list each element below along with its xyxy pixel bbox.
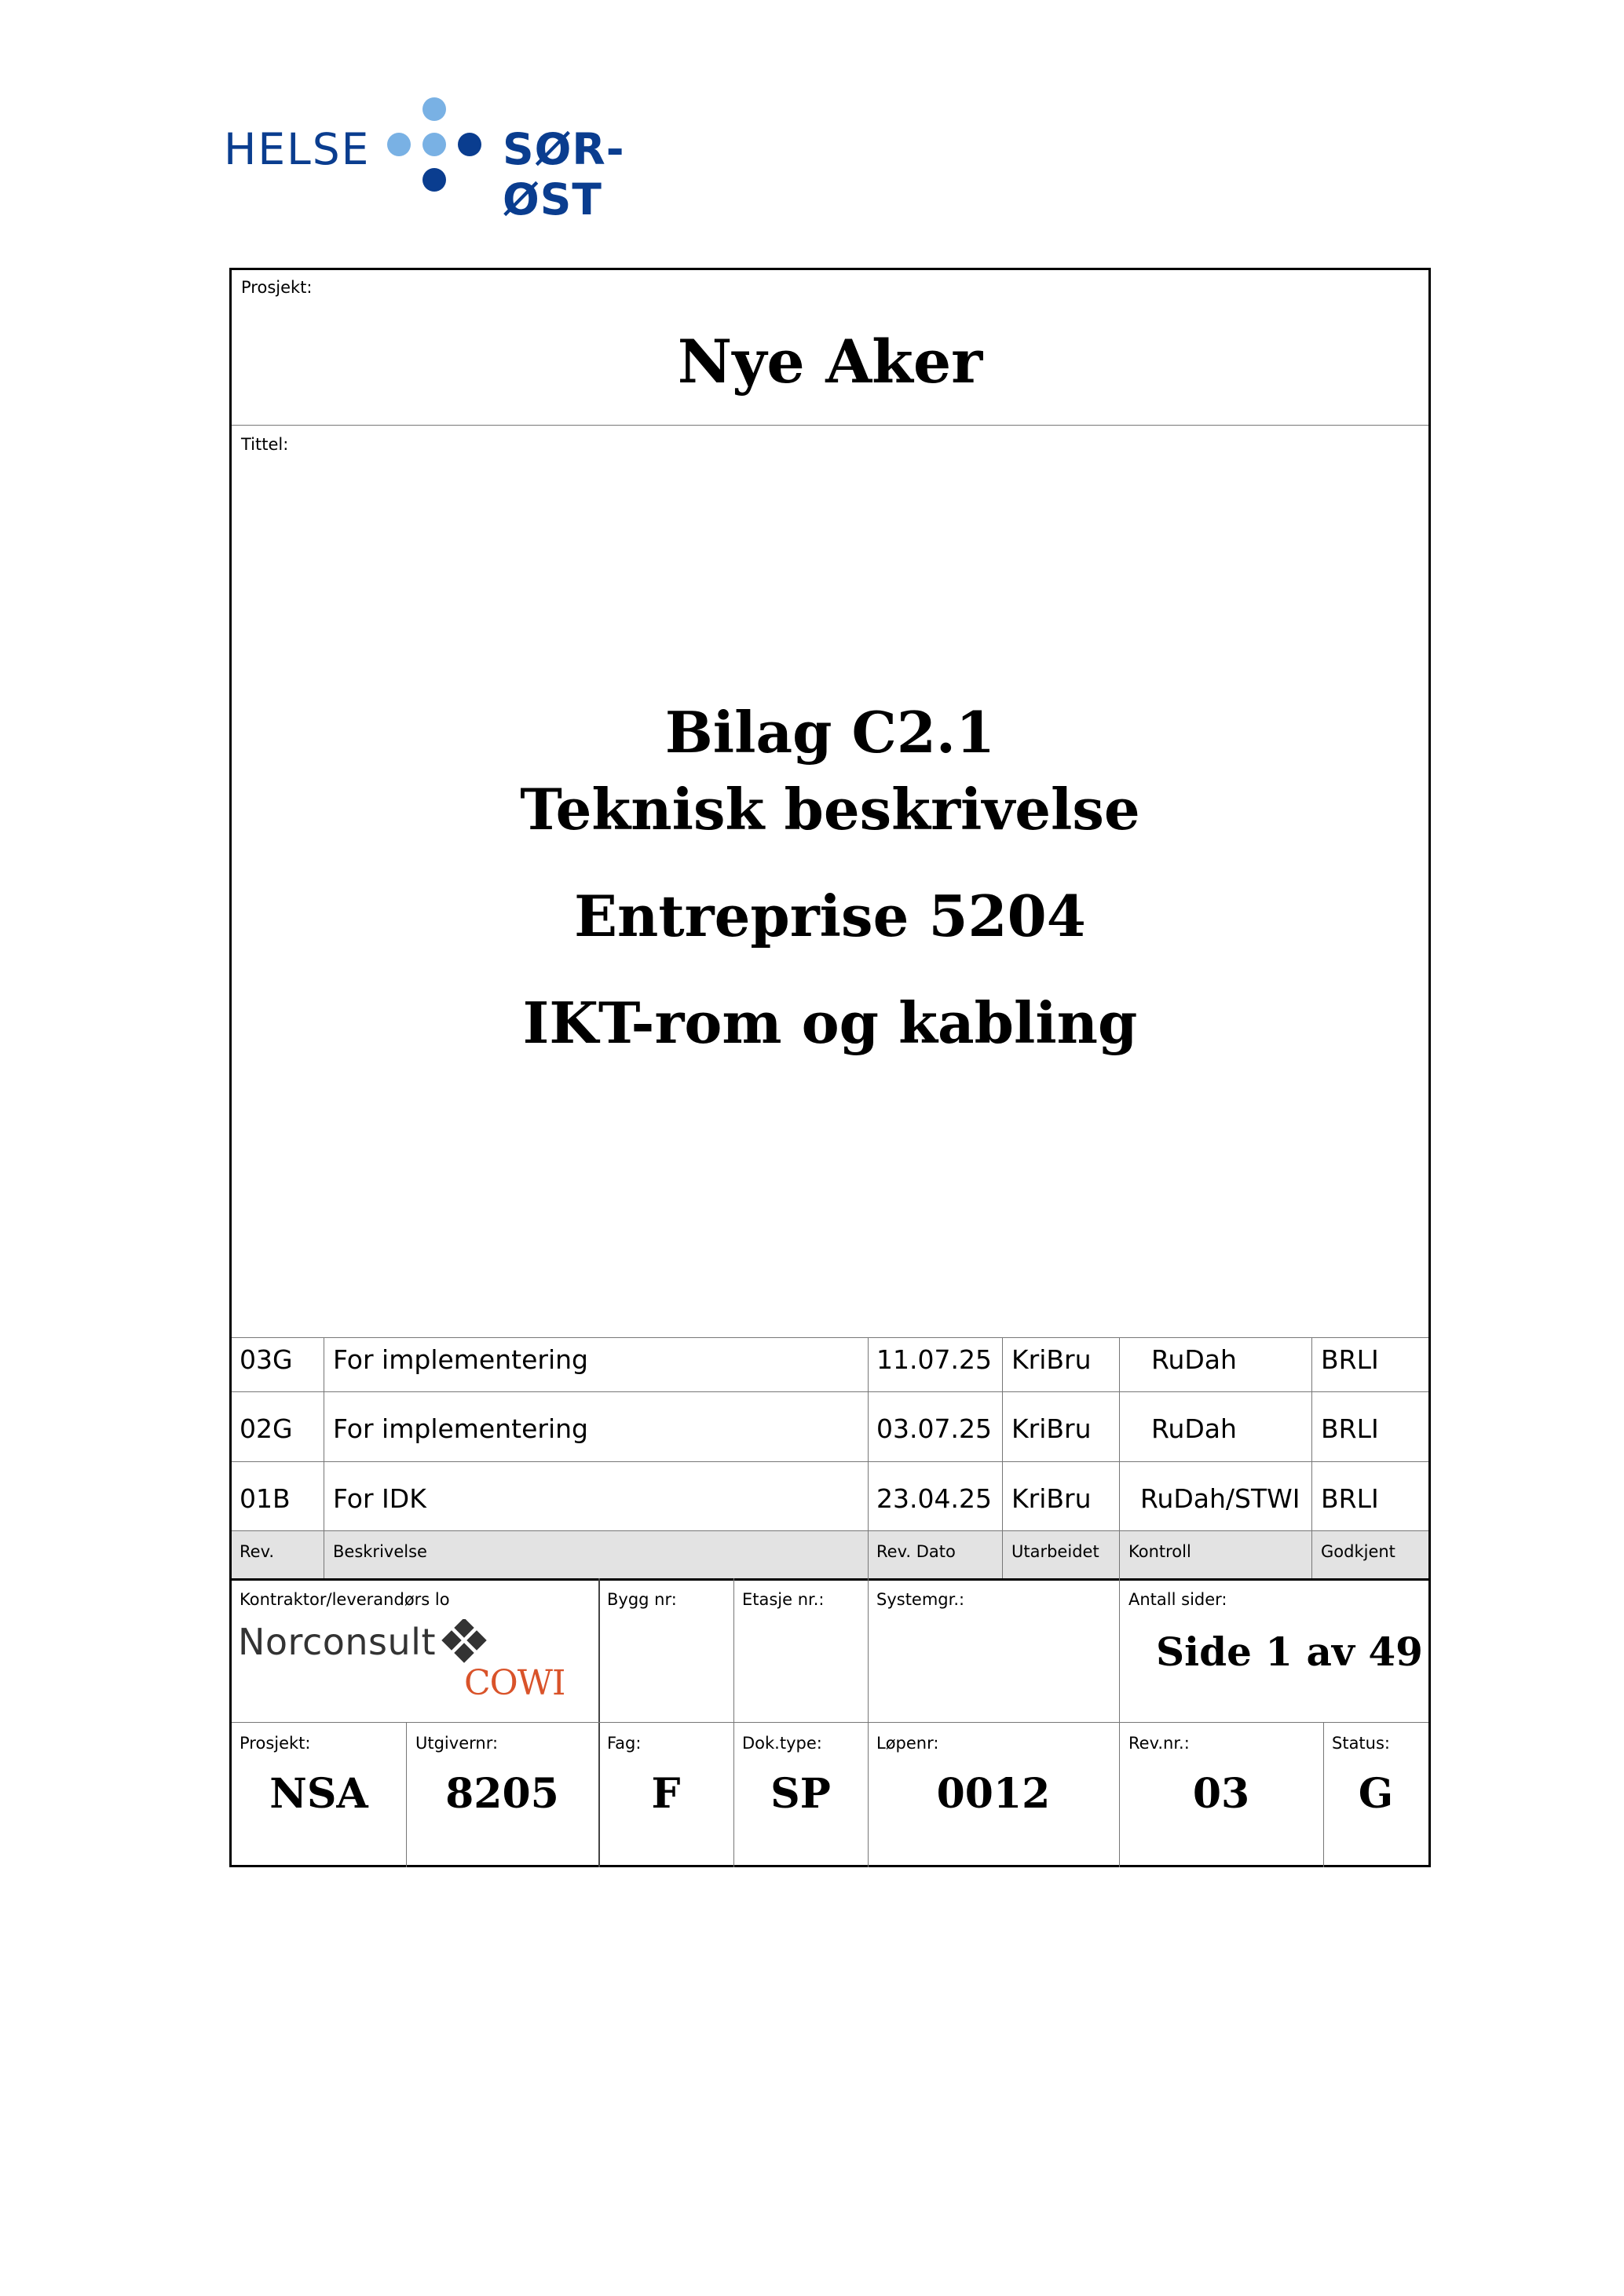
norconsult-wordmark: Norconsult [238, 1621, 436, 1663]
code-serial-value: 0012 [936, 1770, 1051, 1818]
divider [1002, 1337, 1003, 1578]
title-label: Tittel: [241, 435, 289, 454]
divider [598, 1578, 600, 1867]
title-line-ikt: IKT-rom og kabling [522, 989, 1138, 1056]
rev-date: 11.07.25 [876, 1344, 992, 1375]
rev-date: 23.04.25 [876, 1483, 992, 1514]
helse-sor-ost-logo [224, 93, 711, 225]
code-serial-label: Løpenr: [876, 1734, 939, 1753]
rev-code: 02G [240, 1413, 293, 1444]
project-name: Nye Aker [677, 327, 983, 397]
header-description: Beskrivelse [333, 1542, 427, 1561]
code-discipline-value: F [651, 1770, 681, 1818]
cowi-wordmark: COWI [464, 1663, 565, 1703]
building-label: Bygg nr: [607, 1590, 677, 1609]
rev-date: 03.07.25 [876, 1413, 992, 1444]
project-label: Prosjekt: [241, 278, 313, 297]
divider [232, 1461, 1428, 1462]
header-prepared: Utarbeidet [1011, 1542, 1099, 1561]
rev-checked: RuDah [1151, 1413, 1237, 1444]
rev-approved: BRLI [1321, 1413, 1379, 1444]
system-label: Systemgr.: [876, 1590, 965, 1609]
code-discipline-label: Fag: [607, 1734, 642, 1753]
divider [733, 1578, 734, 1867]
document-title [232, 694, 1428, 1062]
rev-checked: RuDah/STWI [1140, 1483, 1300, 1514]
divider [868, 1578, 869, 1867]
code-revno-value: 03 [1192, 1770, 1250, 1818]
divider [232, 1337, 1428, 1338]
divider [232, 425, 1428, 426]
code-doctype-label: Dok.type: [742, 1734, 822, 1753]
logo-dot-right [458, 133, 481, 156]
divider [232, 1530, 1428, 1531]
rev-code: 03G [240, 1344, 293, 1375]
contractor-label: Kontraktor/leverandørs lo [240, 1590, 450, 1609]
pages-label: Antall sider: [1128, 1590, 1227, 1609]
divider [232, 1722, 1428, 1723]
code-status-label: Status: [1332, 1734, 1390, 1753]
title-sheet-frame [229, 268, 1431, 1867]
title-line-bilag: Bilag C2.1 [664, 699, 996, 766]
rev-prepared: KriBru [1011, 1413, 1092, 1444]
floor-label: Etasje nr.: [742, 1590, 825, 1609]
code-issuer-label: Utgivernr: [415, 1734, 499, 1753]
title-line-entreprise: Entreprise 5204 [574, 883, 1086, 949]
code-doctype-value: SP [770, 1770, 831, 1818]
divider [1119, 1337, 1120, 1578]
code-issuer-value: 8205 [445, 1770, 559, 1818]
logo-word-sor-ost: SØR-ØST [503, 124, 625, 225]
norconsult-cowi-logo [238, 1619, 568, 1706]
rev-prepared: KriBru [1011, 1483, 1092, 1514]
logo-word-helse: HELSE [224, 124, 371, 174]
logo-dot-top [422, 97, 446, 121]
rev-description: For implementering [333, 1413, 588, 1444]
code-revno-label: Rev.nr.: [1128, 1734, 1190, 1753]
logo-dot-center [422, 133, 446, 156]
header-rev: Rev. [240, 1542, 275, 1561]
divider [1119, 1578, 1120, 1867]
rev-description: For IDK [333, 1483, 426, 1514]
header-approved: Godkjent [1321, 1542, 1395, 1561]
rev-checked: RuDah [1151, 1344, 1237, 1375]
rev-prepared: KriBru [1011, 1344, 1092, 1375]
rev-approved: BRLI [1321, 1483, 1379, 1514]
header-checked: Kontroll [1128, 1542, 1191, 1561]
title-line-teknisk: Teknisk beskrivelse [520, 776, 1140, 843]
rev-description: For implementering [333, 1344, 588, 1375]
divider [232, 1578, 1428, 1581]
header-date: Rev. Dato [876, 1542, 956, 1561]
logo-dot-bottom [422, 168, 446, 192]
code-project-value: NSA [269, 1770, 368, 1818]
logo-dot-left [387, 133, 411, 156]
code-status-value: G [1358, 1770, 1394, 1818]
divider [232, 1391, 1428, 1392]
pages-value: Side 1 av 49 [1156, 1629, 1423, 1675]
rev-code: 01B [240, 1483, 291, 1514]
divider [1311, 1337, 1312, 1578]
rev-approved: BRLI [1321, 1344, 1379, 1375]
divider [868, 1337, 869, 1578]
code-project-label: Prosjekt: [240, 1734, 311, 1753]
